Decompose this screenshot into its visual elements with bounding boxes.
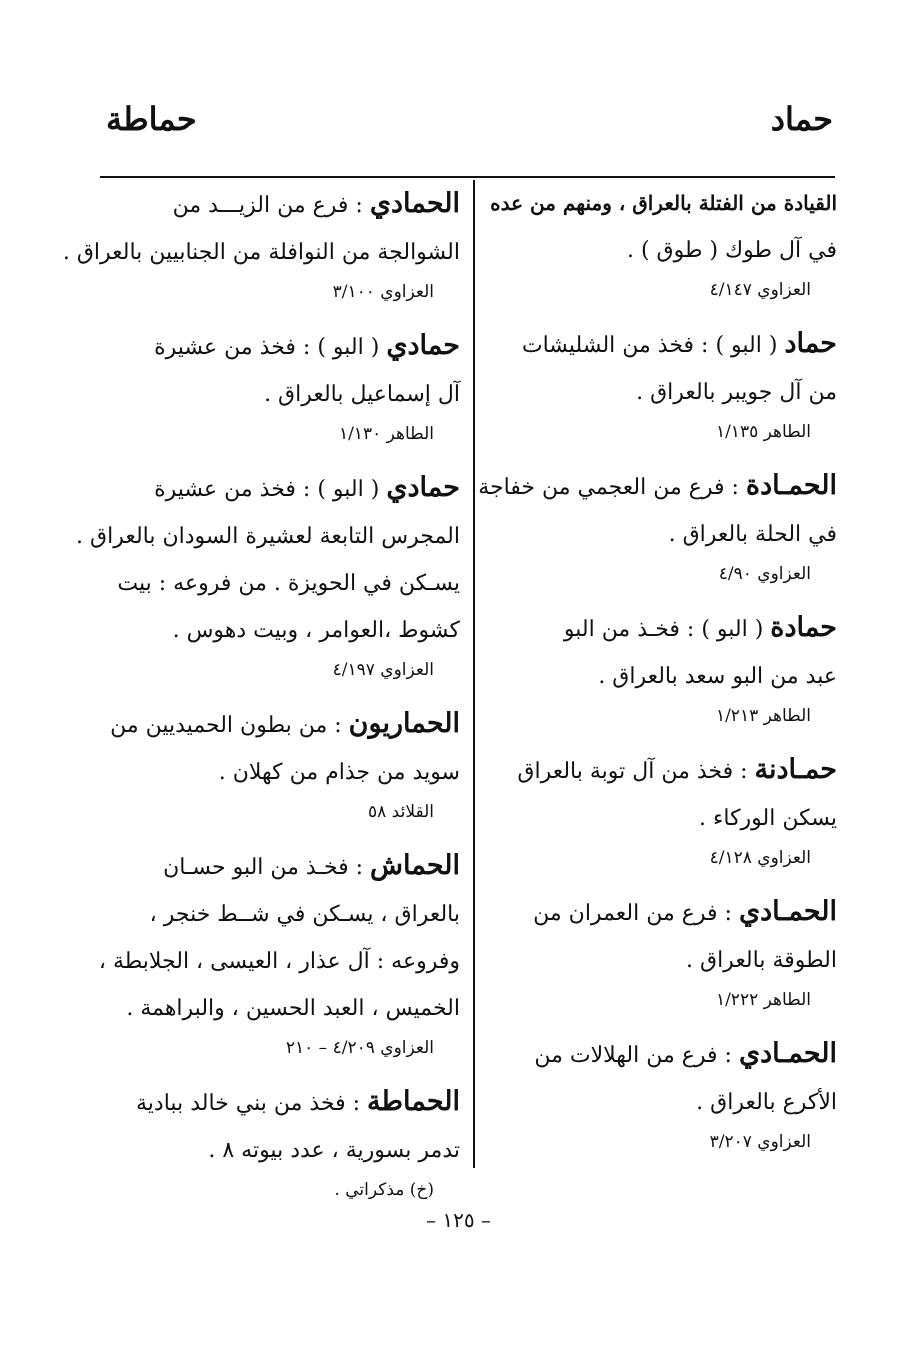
entry-line [40,560,460,607]
entry-line [40,891,460,938]
entry-line [40,985,460,1032]
entry-headword: حماد [784,328,837,359]
entry-line [485,795,837,842]
entry-headword: الحماريون [348,708,460,739]
entry-reference: الطاهر ١/١٣٠ [338,424,434,444]
entry-line [485,937,837,984]
entry-first-line [485,180,837,227]
entry-first-line [40,1078,460,1127]
dictionary-entry [485,888,837,1016]
entry-text: الخميس ، العبد الحسين ، والبراهمة . [126,996,460,1021]
entry-headword: حمـادنة [754,754,837,785]
entry-first-line [485,604,837,653]
running-header-left: حماطة [106,100,197,138]
entry-line [40,513,460,560]
header-rule [100,176,835,178]
column-divider [473,180,475,1168]
entry-text: : فرع من الهلالات من [534,1043,732,1068]
entry-first-line [40,180,460,229]
entry-text: في الحلة بالعراق . [668,522,837,547]
entry-headword: الحماش [370,850,460,881]
entry-line [485,227,837,274]
dictionary-entry [40,322,460,450]
entry-text: بالعراق ، يسـكن في شــط خنجر ، [149,902,460,927]
entry-first-line [478,462,837,511]
entry-line [40,749,460,796]
entry-line [40,229,460,276]
entry-first-line [485,320,837,369]
entry-text: : فخذ من آل توبة بالعراق [517,759,748,784]
entry-first-line [485,746,837,795]
entry-text: : فخـذ من البو حسـان [163,855,364,880]
entry-text: : فخذ من بني خالد ببادية [136,1091,361,1116]
entry-headword: الحمـادة [745,470,837,501]
entry-text: الأكرع بالعراق . [696,1090,837,1115]
entry-text: في آل طوك ( طوق ) . [626,238,837,263]
dictionary-entry [40,464,460,686]
right-column [478,180,837,1180]
entry-text: كشوط ،العوامر ، وبيت دهوس . [172,618,460,643]
entry-text: : فرع من العمران من [533,901,732,926]
dictionary-entry [485,320,837,448]
entry-line [485,369,837,416]
entry-line [40,1127,460,1174]
running-header-right: حماد [770,100,833,138]
entry-headword: الحماطة [367,1086,460,1117]
dictionary-entry [40,180,460,308]
entry-first-line [485,888,837,937]
entry-text: : فرع من العجمي من خفاجة [478,475,739,500]
entry-text: : فرع من الزيـــد من [172,193,363,218]
entry-headword: حمادة [770,612,837,643]
entry-text: تدمر بسورية ، عدد بيوته ٨ . [208,1138,460,1163]
dictionary-entry [40,1078,460,1206]
entry-text: سويد من جذام من كهلان . [218,760,460,785]
entry-line [485,1079,837,1126]
page-number: – ١٢٥ – [426,1208,491,1232]
entry-reference: الطاهر ١/٢٢٢ [715,990,811,1010]
entry-text: من آل جويبر بالعراق . [636,380,837,405]
dictionary-entry [478,462,837,590]
entry-text: الشوالجة من النوافلة من الجنابيين بالعراق . [62,240,460,265]
entry-reference: القلائد ٥٨ [368,802,434,822]
entry-first-line [40,700,460,749]
entry-text: آل إسماعيل بالعراق . [264,382,460,407]
entry-reference: الطاهر ١/٢١٣ [715,706,811,726]
entry-line [40,371,460,418]
dictionary-entry [485,746,837,874]
dictionary-entry [485,604,837,732]
entry-text: ( البو ) : فخذ من عشيرة [154,335,380,360]
dictionary-entry [485,180,837,306]
entry-reference: العزاوي ٤/١٢٨ [709,848,811,868]
entry-text: وفروعه : آل عذار ، العيسى ، الجلابطة ، [98,949,460,974]
dictionary-entry [485,1030,837,1158]
entry-headword: الحمـادي [738,896,837,927]
entry-text: ( البو ) : فخذ من عشيرة [154,477,380,502]
entry-first-line [40,842,460,891]
dictionary-entry [40,842,460,1064]
entry-text: ( البو ) : فخـذ من البو [563,617,764,642]
entry-headword: الحمـادي [738,1038,837,1069]
entry-text: القيادة من الفتلة بالعراق ، ومنهم من عده [490,191,837,215]
entry-headword: الحمادي [369,188,460,219]
entry-line [485,511,837,558]
entry-reference: العزاوي ٣/١٠٠ [332,282,434,302]
entry-first-line [40,464,460,513]
entry-first-line [485,1030,837,1079]
dictionary-entry [40,700,460,828]
entry-reference: (خ) مذكراتي . [334,1180,434,1200]
entry-text: عبد من البو سعد بالعراق . [598,664,837,689]
entry-text: : من بطون الحميديين من [110,713,342,738]
entry-text: يسـكن في الحويزة . من فروعه : بيت [117,571,460,596]
entry-headword: حمادي [386,330,460,361]
entry-line [40,938,460,985]
entry-text: الطوقة بالعراق . [686,948,837,973]
entry-reference: العزاوي ٣/٢٠٧ [709,1132,811,1152]
entry-text: المجرس التابعة لعشيرة السودان بالعراق . [76,524,460,549]
entry-reference: العزاوي ٤/٩٠ [718,564,811,584]
entry-reference: العزاوي ٤/٢٠٩ – ٢١٠ [285,1038,434,1058]
entry-first-line [40,322,460,371]
entry-reference: الطاهر ١/١٣٥ [715,422,811,442]
left-column [40,180,460,1200]
entry-line [485,653,837,700]
entry-text: ( البو ) : فخذ من الشليشات [521,333,778,358]
entry-reference: العزاوي ٤/١٤٧ [709,280,811,300]
entry-headword: حمادي [386,472,460,503]
entry-text: يسكن الوركاء . [699,806,837,831]
entry-reference: العزاوي ٤/١٩٧ [332,660,434,680]
entry-line [40,607,460,654]
